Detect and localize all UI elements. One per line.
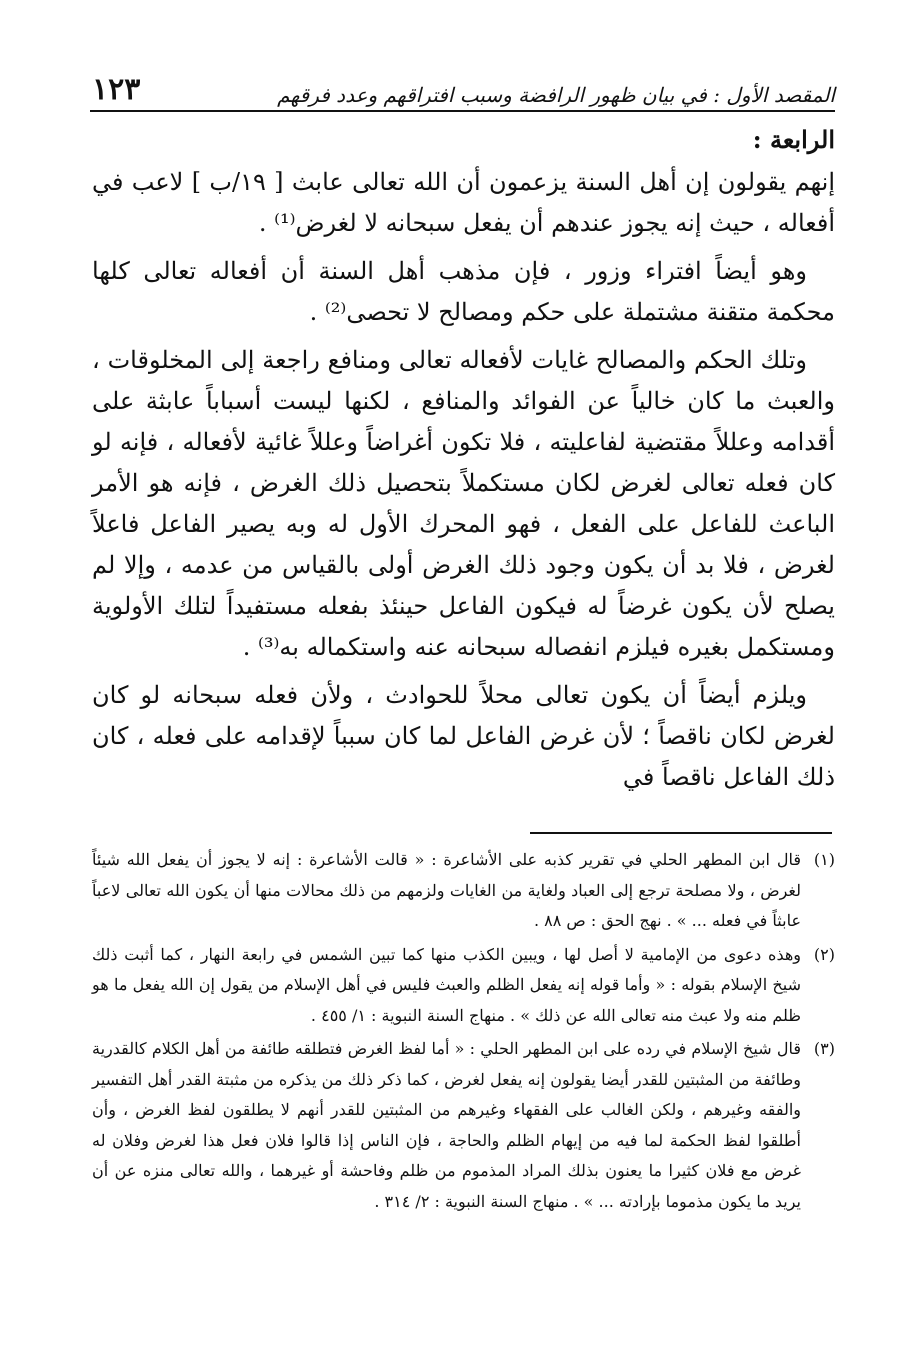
paragraph: إنهم يقولون إن أهل السنة يزعمون أن الله تعالى عابث [ ١٩/ب ] لاعب في أفعاله ، حيث إنه يجوز عندهم أن يفعل سبحانه لا لغرض⁽¹⁾ . [92, 168, 835, 237]
main-text [92, 120, 835, 805]
footnote-number: (٣) [813, 1039, 835, 1058]
footnote-text: قال ابن المطهر الحلي في تقرير كذبه على الأشاعرة : « قالت الأشاعرة : إنه لا يجوز أن يفعل الله شيئاً لغرض ، ولا مصلحة ترجع إلى العباد ولغاية من الغايات ولزمهم من ذلك محالات منها أن يكون الله تعالى لاعباً عابثاً في فعله ... » . نهج الحق : ص ٨٨ . [92, 850, 801, 930]
footnote-text: وهذه دعوى من الإمامية لا أصل لها ، ويبين الكذب منها كما تبين الشمس في رابعة النهار ، كما أثبت ذلك شيخ الإسلام بقوله : « وأما قوله إنه يفعل الظلم والعبث فليس في أهل الإسلام من يقول إن الله يفعل ما هو ظلم منه ولا عبث منه تعالى الله عن ذلك » . منهاج السنة النبوية : ١/ ٤٥٥ . [92, 944, 802, 1025]
footnote [92, 940, 835, 1032]
footnote-text: قال شيخ الإسلام في رده على ابن المطهر الحلي : « أما لفظ الغرض فتطلقه طائفة من أهل الكلام كالقدرية وطائفة من المثبتين للقدر أيضا يقولون إنه يفعل لغرض ، كما ذكر ذلك من يذكره من مثبتة القدر أهل التفسير والفقه وغيرهم ، ولكن الغالب على الفقهاء وغيرهم من المثبتين للقدر أنهم لا يطلقون لفظ الغرض ، وأن أطلقوا لفظ الحكمة لما فيه من إيهام الظلم والحاجة ، فإن الناس إذا قالوا فلان فعل هذا لغرض وفلان له غرض مع فلان كثيرا ما يعنون بذلك المراد المذموم من ظلم وفاحشة أو غيرهما ، والله تعالى منزه عن أن يريد ما يكون مذموما بإرادته ... » . منهاج السنة النبوية : ٢/ ٣١٤ . [92, 1039, 801, 1211]
section-heading: الرابعة : [752, 125, 835, 154]
running-title: المقصد الأول : في بيان ظهور الرافضة وسبب افتراقهم وعدد فرقهم [277, 83, 835, 107]
paragraph: ويلزم أيضاً أن يكون تعالى محلاً للحوادث ، ولأن فعله سبحانه لو كان لغرض لكان ناقصاً ؛ لأن غرض الفاعل لما كان سبباً لإقدامه على فعله ، كان ذلك الفاعل ناقصاً في [92, 681, 835, 791]
footnote-rule [530, 832, 832, 834]
page-header [92, 55, 835, 107]
header-rule [90, 110, 835, 112]
footnote-number: (٢) [813, 944, 835, 964]
paragraph: وتلك الحكم والمصالح غايات لأفعاله تعالى ومنافع راجعة إلى المخلوقات ، والعبث ما كان خالياً عن الفوائد والمنافع ، لكنها ليست أسباباً عابثة على أقدامه وعللاً مقتضية لفاعليته ، فلا تكون أغراضاً وعللاً غائية لأفعاله ، فإنه لو كان فعله تعالى لغرض لكان مستكملاً بتحصيل ذلك الغرض ، فإنه هو الأمر الباعث للفاعل على الفعل ، فهو المحرك الأول له وبه يصير الفاعل فاعلاً لغرض ، فلا بد أن يكون وجود ذلك الغرض أولى بالقياس من عدمه ، وإلا لم يصلح لأن يكون غرضاً له فيكون الفاعل حينئذ بفعله مستفيداً لتلك الأولوية ومستكمل بغيره فيلزم انفصاله سبحانه عنه واستكماله به⁽³⁾ . [92, 346, 835, 661]
footnote [92, 845, 835, 937]
paragraph: وهو أيضاً افتراء وزور ، فإن مذهب أهل السنة أن أفعاله تعالى كلها محكمة متقنة مشتملة على حكم ومصالح لا تحصى⁽²⁾ . [92, 257, 835, 326]
footnote [92, 1034, 835, 1217]
footnote-number: (١) [813, 850, 835, 869]
footnotes [92, 845, 835, 1220]
page-number: ١٢٣ [92, 72, 141, 107]
